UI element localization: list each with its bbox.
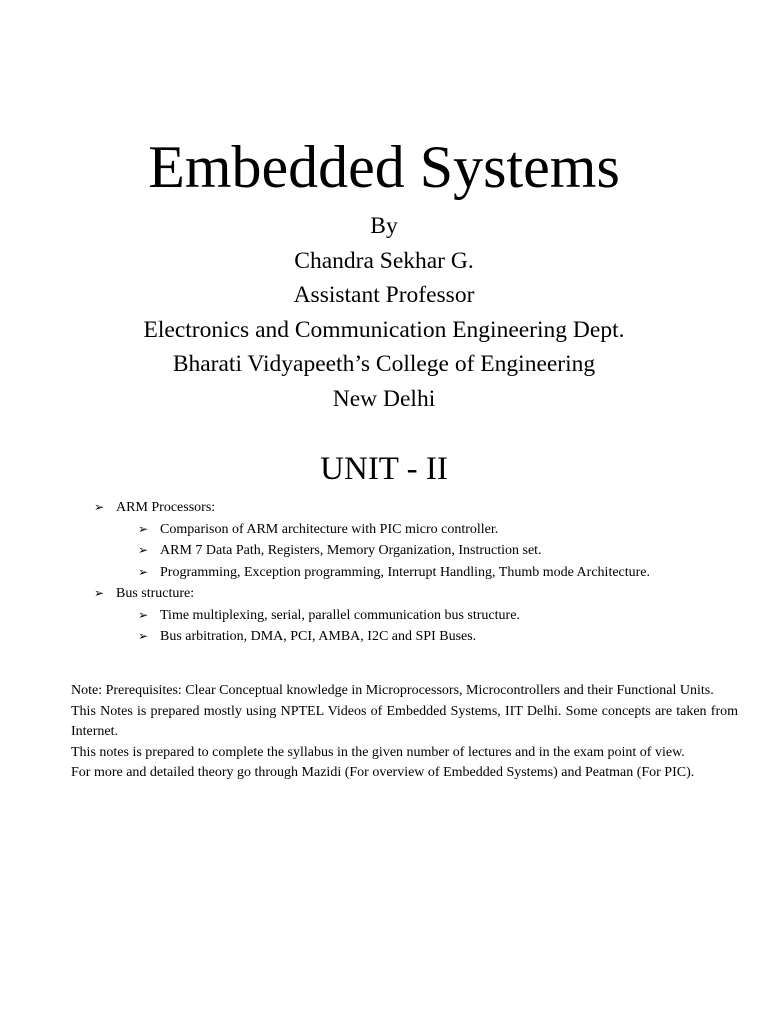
topic-label: ARM Processors: [116,500,216,515]
document-title: Embedded Systems [148,134,620,200]
note-paragraph: This Notes is prepared mostly using NPTEL Videos of Embedded Systems, IIT Delhi. Some concepts are taken from Internet. [71,703,738,740]
subtopic-item [138,519,650,541]
author-department: Electronics and Communication Engineering Dept. [143,316,625,343]
topic-item [94,497,650,583]
subtopic-item [138,626,650,648]
topic-label: Bus structure: [116,586,195,601]
note-paragraph: Note: Prerequisites: Clear Conceptual knowledge in Microprocessors, Microcontrollers and their Functional Units. [71,683,714,698]
arrow-bullet-icon: ➢ [138,543,149,557]
note-paragraph: For more and detailed theory go through Mazidi (For overview of Embedded Systems) and Peatman (For PIC). [71,765,695,781]
subtopic-label: Time multiplexing, serial, parallel communication bus structure. [160,607,520,623]
arrow-bullet-icon: ➢ [138,607,149,622]
subtopic-list [94,605,650,648]
arrow-bullet-icon: ➢ [138,629,149,643]
subtopic-label: Comparison of ARM architecture with PIC micro controller. [160,521,499,537]
arrow-bullet-icon: ➢ [138,521,149,536]
subtopic-item [138,562,650,584]
by-line: By [370,213,398,239]
author-block [0,209,768,416]
subtopic-label: ARM 7 Data Path, Registers, Memory Organization, Instruction set. [160,543,542,558]
subtopic-label: Bus arbitration, DMA, PCI, AMBA, I2C and SPI Buses. [160,629,477,644]
note-paragraph: This notes is prepared to complete the syllabus in the given number of lectures and in the exam point of view. [71,744,685,760]
subtopic-item [138,605,650,627]
author-college: Bharati Vidyapeeth’s College of Engineering [172,351,596,377]
subtopic-item [138,540,650,562]
arrow-bullet-icon: ➢ [138,564,149,579]
topic-item [94,583,650,648]
author-name: Chandra Sekhar G. [294,247,474,274]
author-city: New Delhi [332,385,436,412]
subtopic-list [94,519,650,584]
arrow-bullet-icon: ➢ [94,500,105,514]
arrow-bullet-icon: ➢ [94,586,105,600]
topic-list [94,497,650,648]
unit-title: UNIT - II [320,451,448,487]
notes-section [71,681,738,784]
subtopic-label: Programming, Exception programming, Interrupt Handling, Thumb mode Architecture. [160,564,651,580]
author-position: Assistant Professor [293,282,475,308]
